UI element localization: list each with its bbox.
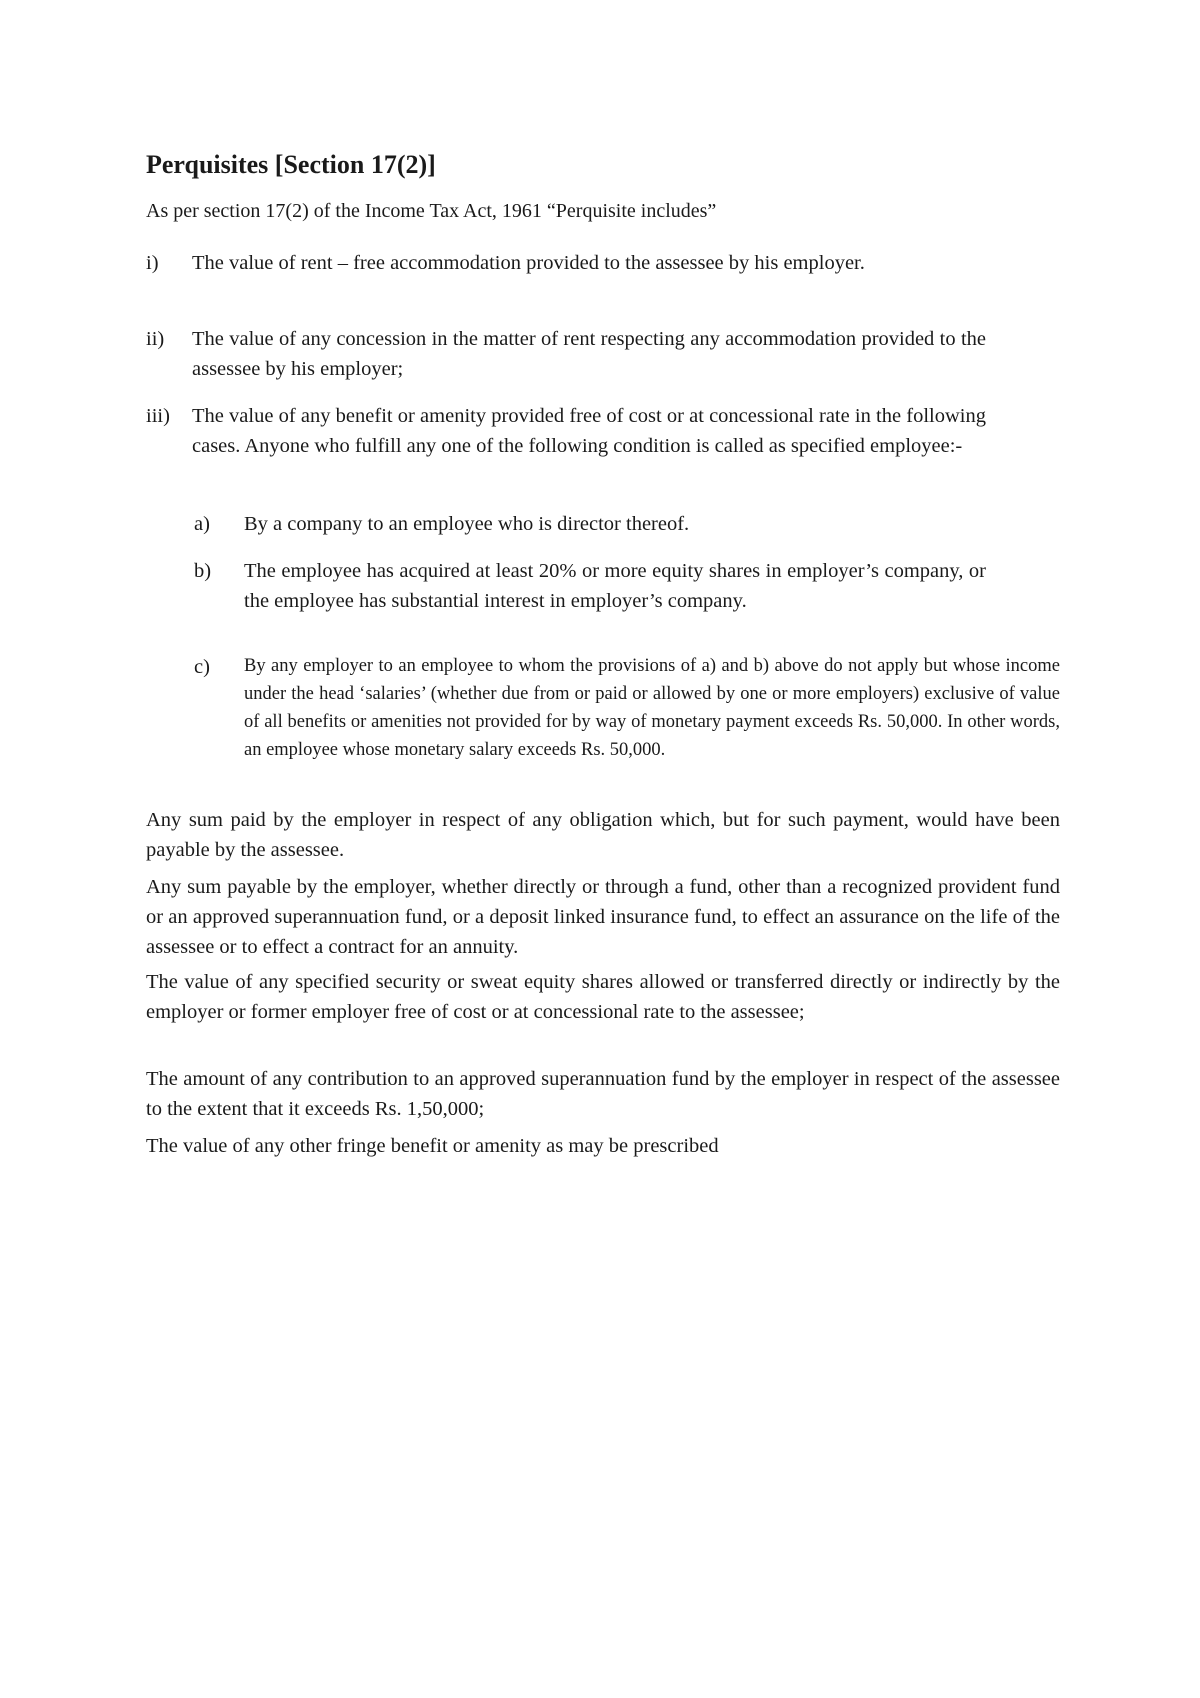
page-title: Perquisites [Section 17(2)] (146, 150, 436, 179)
list-item-text: By a company to an employee who is director thereof. (244, 513, 690, 535)
list-item-a (194, 509, 986, 539)
list-marker: b) (194, 560, 212, 582)
list-item-text: By any employer to an employee to whom the provisions of a) and b) above do not apply but whose income under the head ‘salaries’ (whether due from or paid or allowed by one or more employers) exclusive of value of all benefits or amenities not provided for by way of monetary payment exceeds Rs. 50,000. In other words, an employee whose monetary salary exceeds Rs. 50,000. (244, 656, 1060, 760)
list-item-text: The employee has acquired at least 20% or more equity shares in employer’s company, or the employee has substantial interest in employer’s company. (244, 560, 986, 612)
list-item-text: The value of rent – free accommodation provided to the assessee by his employer. (192, 252, 865, 274)
list-item-ii (146, 324, 986, 384)
list-item-iii (146, 401, 986, 461)
list-item-text: The value of any benefit or amenity provided free of cost or at concessional rate in the following cases. Anyone who fulfill any one of the following condition is called as specified employee:- (192, 405, 986, 457)
list-marker: c) (194, 656, 210, 678)
list-item-b (194, 556, 986, 616)
list-item-c (194, 652, 1060, 764)
paragraph-superannuation: The amount of any contribution to an approved superannuation fund by the employer in respect of the assessee to the extent that it exceeds Rs. 1,50,000; (146, 1068, 1060, 1120)
list-marker: iii) (146, 405, 170, 427)
list-item-i (146, 248, 986, 278)
list-marker: a) (194, 513, 210, 535)
intro-text: As per section 17(2) of the Income Tax Act, 1961 “Perquisite includes” (146, 200, 717, 222)
list-marker: ii) (146, 328, 165, 350)
list-item-text: The value of any concession in the matter of rent respecting any accommodation provided to the assessee by his employer; (192, 328, 986, 380)
paragraph-obligation: Any sum paid by the employer in respect of any obligation which, but for such payment, would have been payable by the assessee. (146, 809, 1060, 861)
list-marker: i) (146, 252, 159, 274)
paragraph-specified-security: The value of any specified security or sweat equity shares allowed or transferred directly or indirectly by the employer or former employer free of cost or at concessional rate to the assessee; (146, 971, 1060, 1023)
paragraph-assurance: Any sum payable by the employer, whether directly or through a fund, other than a recognized provident fund or an approved superannuation fund, or a deposit linked insurance fund, to effect an assurance on the life of the assessee or to effect a contract for an annuity. (146, 876, 1060, 958)
paragraph-fringe-benefit: The value of any other fringe benefit or amenity as may be prescribed (146, 1135, 719, 1157)
